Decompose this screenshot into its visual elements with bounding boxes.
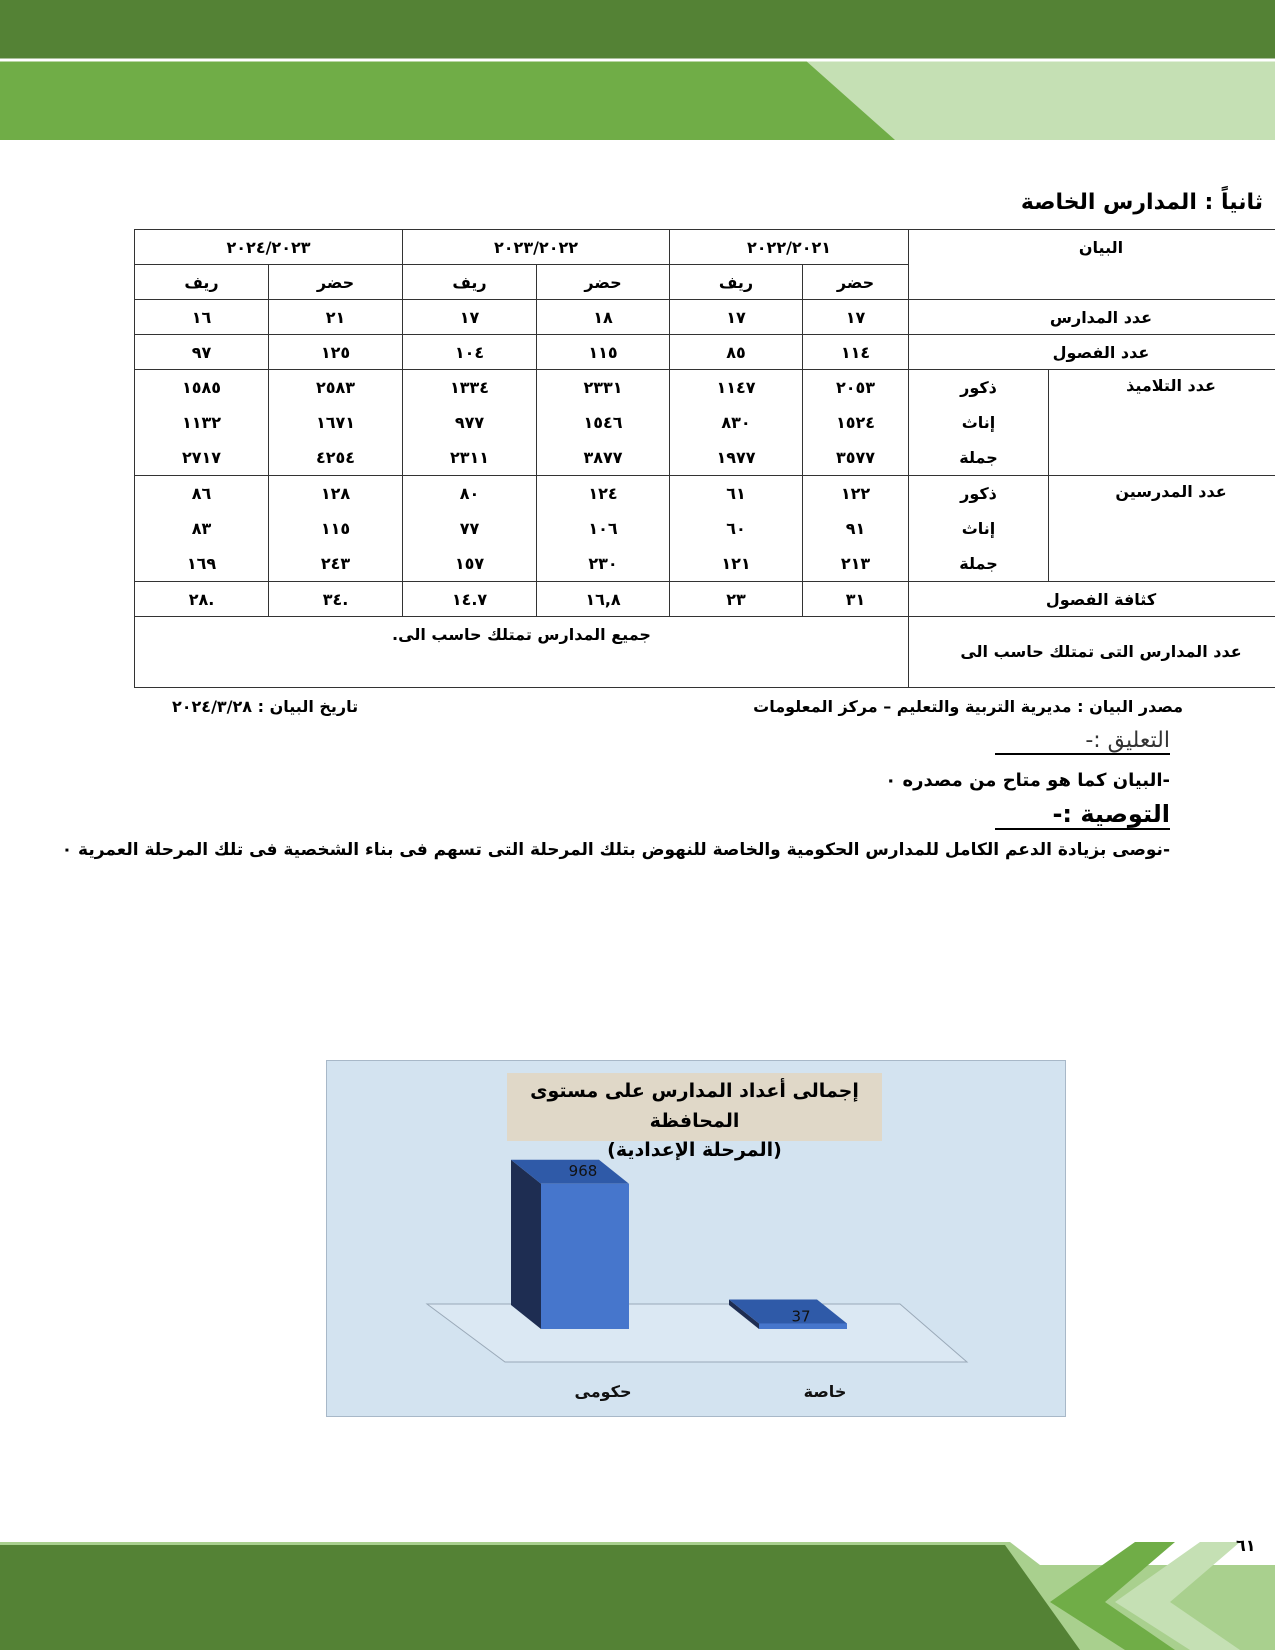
table-cell: ٦١ ٦٠ ١٢١ <box>670 476 803 582</box>
gender-label: ذكور <box>960 484 997 503</box>
chart-title: إجمالى أعداد المدارس على مستوى المحافظة <box>530 1080 859 1132</box>
year-header: ٢٠٢٢/٢٠٢١ <box>670 230 909 265</box>
comment-text: -البيان كما هو متاح من مصدره ٠ <box>885 770 1170 791</box>
table-cell: ١١٥ <box>537 335 670 370</box>
table-cell: ٢٣٣١ ١٥٤٦ ٣٨٧٧ <box>537 370 670 476</box>
table-cell: ١٢٤ ١٠٦ ٢٣٠ <box>537 476 670 582</box>
header-banner <box>0 0 1275 140</box>
footer-banner <box>0 1520 1275 1650</box>
table-cell: ٩٧ <box>135 335 269 370</box>
table-cell: ٢١ <box>269 300 403 335</box>
data-source: مصدر البيان : مديرية التربية والتعليم – مركز المعلومات <box>753 697 1183 716</box>
table-cell-merged: جميع المدارس تمتلك حاسب الى. <box>135 617 909 688</box>
year-header: ٢٠٢٣/٢٠٢٢ <box>403 230 670 265</box>
sub-header-rural: ريف <box>670 265 803 300</box>
table-header-row <box>135 230 1275 265</box>
sub-header-rural: ريف <box>403 265 537 300</box>
table-row-density <box>135 582 1275 617</box>
table-cell: ١٧ <box>803 300 909 335</box>
header-mid-strip <box>0 60 895 140</box>
recommendation-text: -نوصى بزيادة الدعم الكامل للمدارس الحكومية والخاصة للنهوض بتلك المرحلة التى تسهم فى بناء الشخصية فى تلك المرحلة العمرية ٠ <box>61 840 1170 860</box>
table-cell: ١١٤ <box>803 335 909 370</box>
row-label: عدد التلاميذ <box>1049 370 1275 476</box>
row-label: عدد المدارس <box>909 300 1275 335</box>
table-cell: ١٣٣٤ ٩٧٧ ٢٣١١ <box>403 370 537 476</box>
table-cell: ١٦,٨ <box>537 582 670 617</box>
table-cell: ٨٥ <box>670 335 803 370</box>
table-cell: ١٨ <box>537 300 670 335</box>
row-label: عدد الفصول <box>909 335 1275 370</box>
table-row-classes <box>135 335 1275 370</box>
table-cell: ١٧ <box>670 300 803 335</box>
table-row-computers <box>135 617 1275 688</box>
row-label: كثافة الفصول <box>909 582 1275 617</box>
table-row-schools <box>135 300 1275 335</box>
table-cell: ١٠٤ <box>403 335 537 370</box>
gender-label: إناث <box>961 413 996 432</box>
table-cell: ٨٦ ٨٣ ١٦٩ <box>135 476 269 582</box>
sub-header-urban: حضر <box>537 265 670 300</box>
gender-label: جملة <box>959 554 998 573</box>
table-row-teachers <box>135 476 1275 582</box>
comment-heading: التعليق :- <box>995 728 1170 755</box>
table-cell: ١٤.٧ <box>403 582 537 617</box>
page-number: ٦١ <box>1236 1536 1256 1555</box>
gender-labels <box>909 370 1049 476</box>
bar <box>541 1184 629 1329</box>
table-cell: ٢٣ <box>670 582 803 617</box>
bar-side <box>511 1160 541 1329</box>
footer-dark-strip <box>0 1545 1080 1650</box>
header-dark-strip <box>0 0 1275 60</box>
table-cell: ١٢٥ <box>269 335 403 370</box>
table-cell: ٣١ <box>803 582 909 617</box>
recommendation-heading: التوصية :- <box>995 800 1170 830</box>
table-cell: ٢٥٨٣ ١٦٧١ ٤٢٥٤ <box>269 370 403 476</box>
data-label: 37 <box>791 1307 811 1326</box>
private-schools-table <box>134 229 1275 688</box>
gender-label: ذكور <box>960 378 997 397</box>
table-cell: .٢٨ <box>135 582 269 617</box>
chart-title-box <box>507 1073 882 1161</box>
table-cell: ٨٠ ٧٧ ١٥٧ <box>403 476 537 582</box>
table-cell: ١١٤٧ ٨٣٠ ١٩٧٧ <box>670 370 803 476</box>
category-label: حكومى <box>574 1382 632 1401</box>
sub-header-urban: حضر <box>803 265 909 300</box>
table-cell: ١٧ <box>403 300 537 335</box>
category-label: خاصة <box>803 1382 847 1401</box>
row-label: عدد المدارس التى تمتلك حاسب الى <box>909 617 1275 688</box>
table-cell: ١٥٨٥ ١١٣٢ ٢٧١٧ <box>135 370 269 476</box>
section-title: ثانياً : المدارس الخاصة <box>1020 190 1263 215</box>
year-header: ٢٠٢٤/٢٠٢٣ <box>135 230 403 265</box>
table-cell: ١٦ <box>135 300 269 335</box>
table-cell: .٣٤ <box>269 582 403 617</box>
data-label: 968 <box>568 1161 598 1180</box>
table-row-students <box>135 370 1275 476</box>
data-date: تاريخ البيان : ٢٠٢٤/٣/٢٨ <box>172 697 359 716</box>
chart-subtitle: (المرحلة الإعدادية) <box>607 1139 782 1161</box>
table-cell: ١٢٨ ١١٥ ٢٤٣ <box>269 476 403 582</box>
sub-header-rural: ريف <box>135 265 269 300</box>
chart-floor <box>427 1304 967 1362</box>
gender-labels <box>909 476 1049 582</box>
corner-label: البيان <box>909 230 1275 300</box>
table-cell: ٢٠٥٣ ١٥٢٤ ٣٥٧٧ <box>803 370 909 476</box>
gender-label: إناث <box>961 519 996 538</box>
chart-container <box>326 1060 1066 1417</box>
table-cell: ١٢٢ ٩١ ٢١٣ <box>803 476 909 582</box>
row-label: عدد المدرسين <box>1049 476 1275 582</box>
gender-label: جملة <box>959 448 998 467</box>
sub-header-urban: حضر <box>269 265 403 300</box>
